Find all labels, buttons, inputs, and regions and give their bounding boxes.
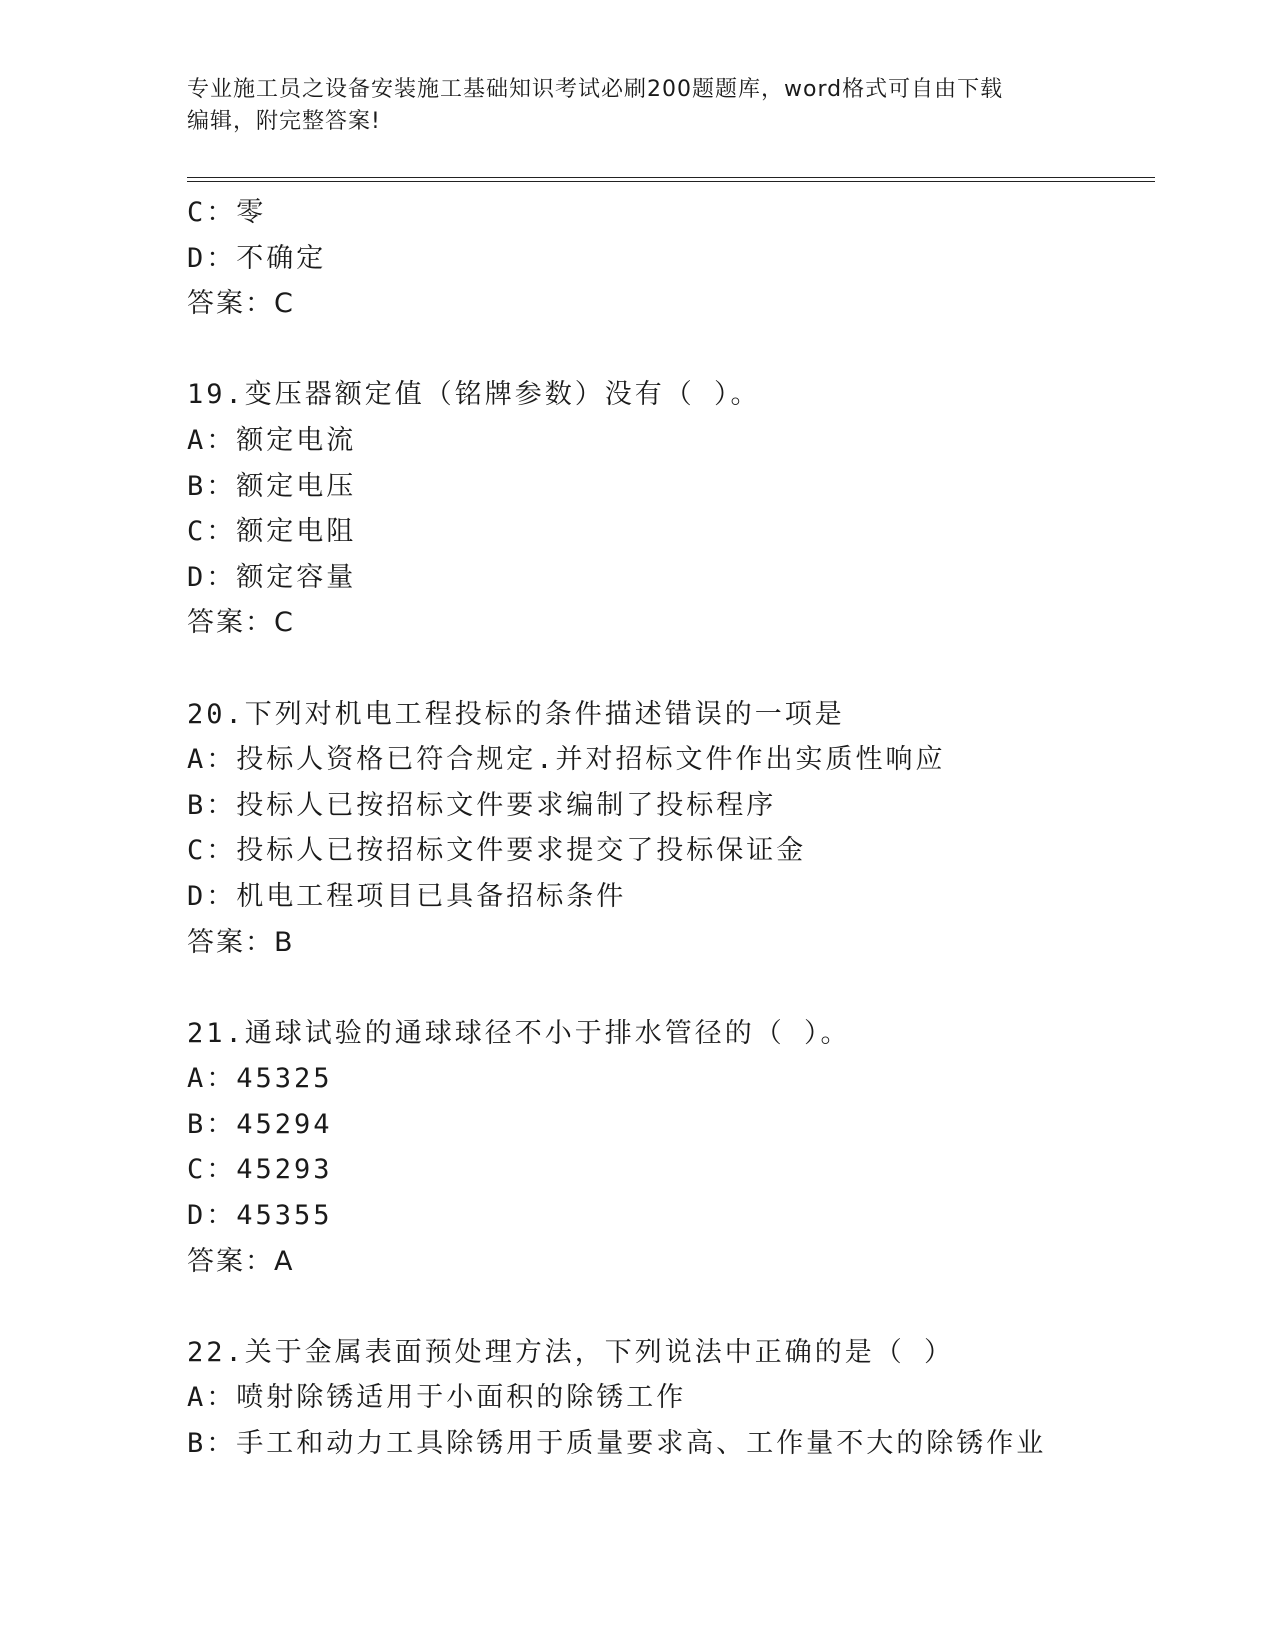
question-stem: 21.通球试验的通球球径不小于排水管径的（ ）。	[187, 1017, 851, 1049]
option-d: D：额定容量	[187, 561, 357, 593]
question-stem: 19.变压器额定值（铭牌参数）没有（ ）。	[187, 379, 761, 411]
question-list	[187, 190, 1155, 1467]
document-header	[187, 74, 1067, 138]
spacer	[187, 646, 1155, 692]
option-c: C：零	[187, 197, 267, 228]
spacer	[187, 965, 1155, 1011]
option-b: B：额定电压	[187, 470, 357, 502]
option-b: B：投标人已按招标文件要求编制了投标程序	[187, 789, 777, 821]
option-a: A：45325	[187, 1063, 333, 1095]
spacer	[187, 1284, 1155, 1330]
option-a: A：投标人资格已符合规定.并对招标文件作出实质性响应	[187, 744, 946, 776]
option-b: B：手工和动力工具除锈用于质量要求高、工作量不大的除锈作业	[187, 1428, 1047, 1460]
question-stem: 20.下列对机电工程投标的条件描述错误的一项是	[187, 698, 845, 730]
question-20	[187, 692, 1155, 966]
answer-line: 答案：A	[187, 1245, 295, 1277]
option-b: B：45294	[187, 1108, 333, 1140]
option-d: D：45355	[187, 1200, 333, 1232]
header-divider	[187, 177, 1155, 182]
spacer	[187, 327, 1155, 373]
question-21	[187, 1011, 1155, 1285]
option-c: C：45293	[187, 1154, 333, 1186]
option-a: A：喷射除锈适用于小面积的除锈工作	[187, 1382, 687, 1414]
option-d: D：机电工程项目已具备招标条件	[187, 880, 627, 912]
question-18-tail	[187, 190, 1155, 327]
question-22	[187, 1330, 1155, 1467]
question-stem: 22.关于金属表面预处理方法，下列说法中正确的是（ ）	[187, 1336, 955, 1368]
header-title-line-2: 编辑，附完整答案!	[187, 109, 381, 134]
option-c: C：投标人已按招标文件要求提交了投标保证金	[187, 835, 807, 867]
question-19	[187, 372, 1155, 646]
header-title-line-1: 专业施工员之设备安装施工基础知识考试必刷200题题库，word格式可自由下载	[187, 77, 1004, 102]
answer-line: 答案：B	[187, 926, 295, 958]
option-a: A：额定电流	[187, 424, 357, 456]
answer-line: 答案：C	[187, 607, 295, 639]
answer-line: 答案：C	[187, 288, 295, 320]
option-d: D：不确定	[187, 242, 327, 274]
option-c: C：额定电阻	[187, 516, 357, 548]
